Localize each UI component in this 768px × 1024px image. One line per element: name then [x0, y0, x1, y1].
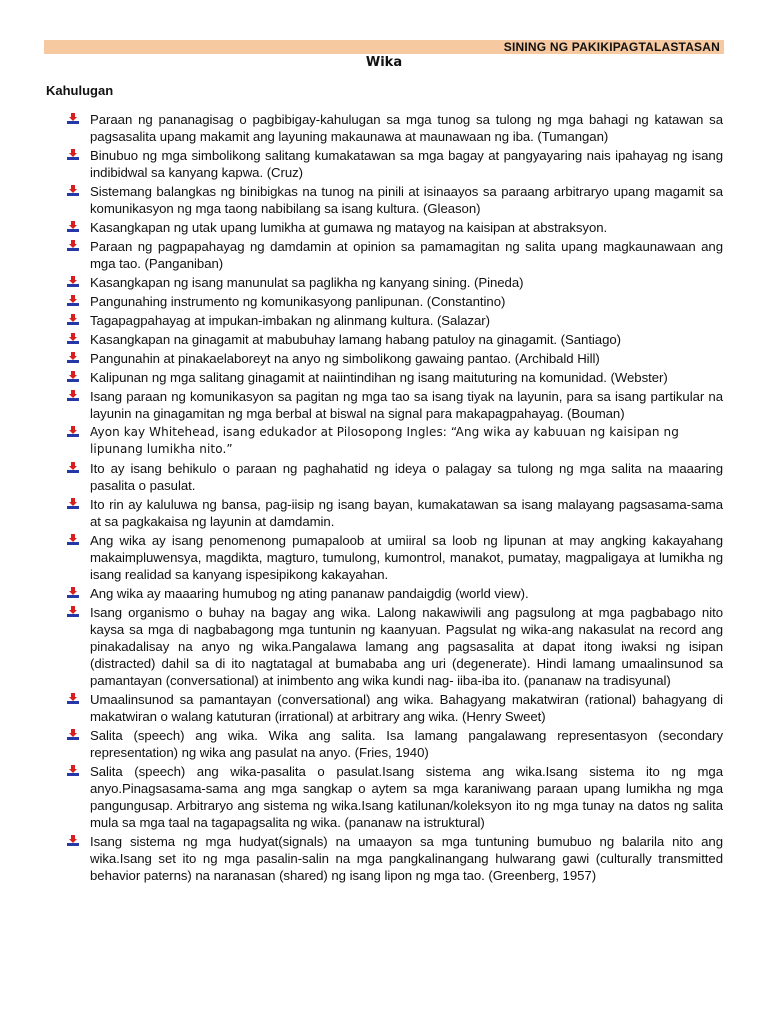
arrow-down-bullet-icon — [66, 728, 80, 742]
arrow-down-bullet-icon — [66, 586, 80, 600]
list-item-text: Sistemang balangkas ng binibigkas na tunog na pinili at isinaayos sa paraang arbitraryo upang magamit sa komunikasyon ng mga taong nabibilang sa isang kultura. (Gleason) — [90, 184, 723, 216]
header-label: SINING NG PAKIKIPAGTALASTASAN — [503, 40, 720, 54]
arrow-down-bullet-icon — [66, 275, 80, 289]
arrow-down-bullet-icon — [66, 461, 80, 475]
list-item — [66, 111, 723, 145]
list-item-text: Isang organismo o buhay na bagay ang wika. Lalong nakawiwili ang pagsulong at mga pagbabago nito kaysa sa mga di nagbabagong mga tuntunin ng kaanyuan. Pagsulat ng wika-ang nakasulat na record ang pinakadalisay na anyo ng wika.Pangalawa lamang ang pagsasalita at dapat itong iwaksi ng isipan (distracted) dahil sa di ito nagtatagal at bumababa ang uri (degenerate). Hindi lamang umaalinsunod sa pamantayan (conversational) at inimbento ang wika kundi nag- iiba-iba ito. (pananaw na tradisyunal) — [90, 605, 723, 688]
list-item-text: Kasangkapan ng isang manunulat sa paglikha ng kanyang sining. (Pineda) — [90, 275, 524, 290]
list-item — [66, 293, 723, 310]
arrow-down-bullet-icon — [66, 220, 80, 234]
list-item-text: Umaalinsunod sa pamantayan (conversational) ang wika. Bahagyang makatwiran (rational) bahagyang di makatwiran o walang katuturan (irrational) at arbitrary ang wika. (Henry Sweet) — [90, 692, 723, 724]
list-item — [66, 604, 723, 689]
header-bar — [44, 40, 724, 54]
arrow-down-bullet-icon — [66, 351, 80, 365]
list-item — [66, 331, 723, 348]
arrow-down-bullet-icon — [66, 239, 80, 253]
list-item — [66, 424, 723, 458]
arrow-down-bullet-icon — [66, 764, 80, 778]
list-item-text: Ang wika ay isang penomenong pumapaloob at umiiral sa loob ng lipunan at may angking kakayahang makaimpluwensya, magdikta, magturo, tumulong, kumontrol, manakot, pumatay, magpaligaya at lumikha ng isang realidad sa kanyang ispesipikong kakayahan. — [90, 533, 723, 582]
definition-list — [66, 111, 723, 886]
list-item-text: Kalipunan ng mga salitang ginagamit at naiintindihan ng isang maituturing na komunidad. (Webster) — [90, 370, 668, 385]
list-item — [66, 147, 723, 181]
arrow-down-bullet-icon — [66, 533, 80, 547]
list-item-text: Paraan ng pananagisag o pagbibigay-kahulugan sa mga tunog sa tulong ng mga bahagi ng katawan sa pagsasalita upang makamit ang layuning makaunawa at maunawaan ng iba. (Tumangan) — [90, 112, 723, 144]
list-item — [66, 585, 723, 602]
arrow-down-bullet-icon — [66, 605, 80, 619]
list-item — [66, 496, 723, 530]
list-item — [66, 274, 723, 291]
list-item — [66, 388, 723, 422]
section-heading: Kahulugan — [46, 83, 114, 98]
list-item-text: Ito rin ay kaluluwa ng bansa, pag-iisip ng isang bayan, kumakatawan sa isang malayang pagsasama-sama at sa pagkakaisa ng layunin at damdamin. — [90, 497, 723, 529]
list-item-text: Kasangkapan na ginagamit at mabubuhay lamang habang patuloy na ginagamit. (Santiago) — [90, 332, 622, 347]
list-item-text: Kasangkapan ng utak upang lumikha at gumawa ng matayog na kaisipan at abstraksyon. — [90, 220, 608, 235]
list-item — [66, 238, 723, 272]
arrow-down-bullet-icon — [66, 370, 80, 384]
arrow-down-bullet-icon — [66, 425, 80, 439]
arrow-down-bullet-icon — [66, 112, 80, 126]
list-item-text: Binubuo ng mga simbolikong salitang kumakatawan sa mga bagay at pangyayaring nais ipahayag ng isang indibidwal sa kanyang kapwa. (Cruz) — [90, 148, 723, 180]
list-item — [66, 460, 723, 494]
list-item-text: Ito ay isang behikulo o paraan ng paghahatid ng ideya o palagay sa tulong ng mga salita na maaaring pasalita o pasulat. — [90, 461, 723, 493]
list-item — [66, 183, 723, 217]
arrow-down-bullet-icon — [66, 834, 80, 848]
arrow-down-bullet-icon — [66, 184, 80, 198]
arrow-down-bullet-icon — [66, 497, 80, 511]
list-item — [66, 691, 723, 725]
list-item-text: Pangunahing instrumento ng komunikasyong panlipunan. (Constantino) — [90, 294, 506, 309]
arrow-down-bullet-icon — [66, 692, 80, 706]
arrow-down-bullet-icon — [66, 313, 80, 327]
list-item-text: Ayon kay Whitehead, isang edukador at Pilosopong Ingles: “Ang wika ay kabuuan ng kaisipan ng lipunang lumikha nito.” — [90, 425, 679, 456]
list-item — [66, 219, 723, 236]
list-item-text: Pangunahin at pinakaelaboreyt na anyo ng simbolikong gawaing pantao. (Archibald Hill) — [90, 351, 600, 366]
arrow-down-bullet-icon — [66, 332, 80, 346]
list-item — [66, 763, 723, 831]
list-item — [66, 369, 723, 386]
list-item-text: Isang paraan ng komunikasyon sa pagitan ng mga tao sa isang tiyak na layunin, para sa isang partikular na layunin na ginagamitan ng mga berbal at biswal na signal para makapagpahayag. (Bouman) — [90, 389, 723, 421]
list-item — [66, 350, 723, 367]
list-item-text: Tagapagpahayag at impukan-imbakan ng alinmang kultura. (Salazar) — [90, 313, 490, 328]
page-title: Wika — [365, 55, 403, 70]
list-item-text: Salita (speech) ang wika. Wika ang salita. Isa lamang pangalawang representasyon (secondary representation) ng wika ang pasulat na anyo. (Fries, 1940) — [90, 728, 723, 760]
arrow-down-bullet-icon — [66, 294, 80, 308]
list-item — [66, 532, 723, 583]
list-item — [66, 727, 723, 761]
list-item — [66, 833, 723, 884]
arrow-down-bullet-icon — [66, 148, 80, 162]
list-item-text: Salita (speech) ang wika-pasalita o pasulat.Isang sistema ang wika.Isang sistema ito ng mga anyo.Pinagsasama-sama ang mga sangkap o aytem sa mga karaniwang paraan upang lumikha ng mga pangungusap. Arbitraryo ang sistema ng wika.Isang katilunan/koleksyon ito ng mga tunay na datos ng salita mula sa mga taal na tagapagsalita ng wika. (pananaw na istruktural) — [90, 764, 723, 830]
list-item-text: Isang sistema ng mga hudyat(signals) na umaayon sa mga tuntuning bumubuo ng balarila nito ang wika.Isang set ito ng mga pasalin-salin na mga pangkalinangang hulwarang gawi (culturally transmitted behavior paterns) na naranasan (shared) ng isang lipon ng mga tao. (Greenberg, 1957) — [90, 834, 723, 883]
list-item-text: Paraan ng pagpapahayag ng damdamin at opinion sa pamamagitan ng salita upang magkaunawaan ang mga tao. (Panganiban) — [90, 239, 723, 271]
list-item — [66, 312, 723, 329]
arrow-down-bullet-icon — [66, 389, 80, 403]
list-item-text: Ang wika ay maaaring humubog ng ating pananaw pandaigdig (world view). — [90, 586, 529, 601]
